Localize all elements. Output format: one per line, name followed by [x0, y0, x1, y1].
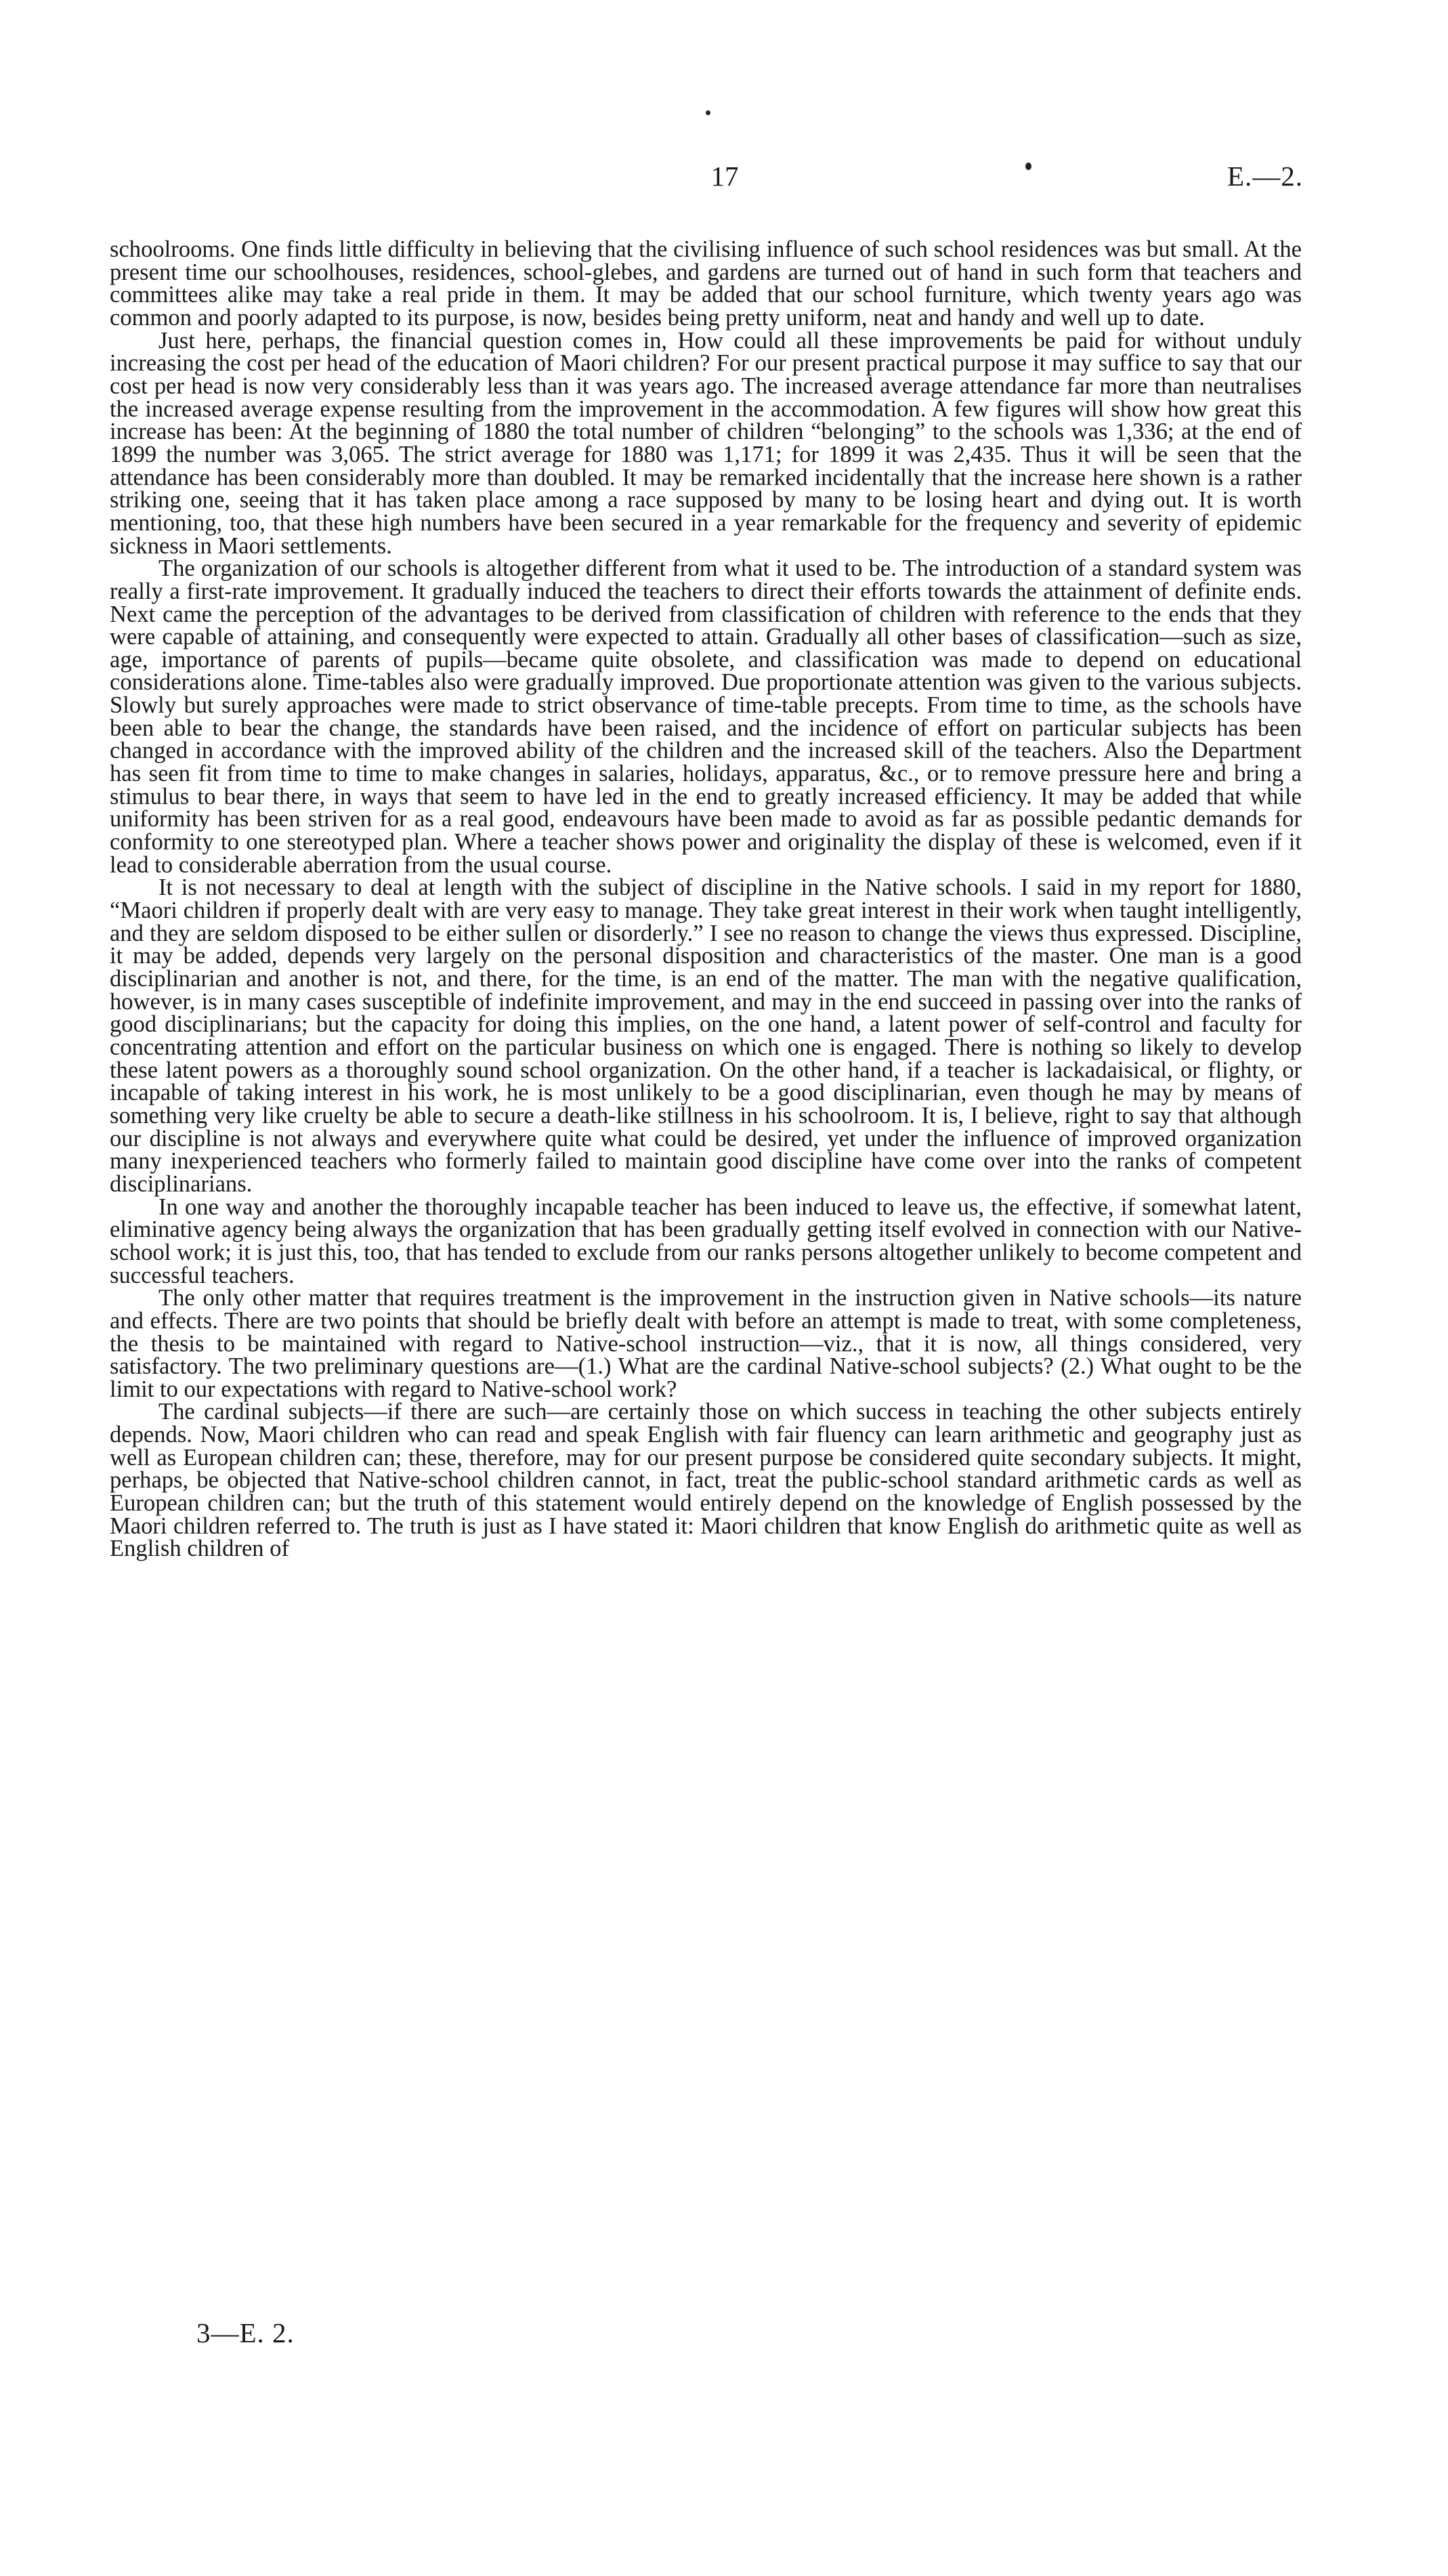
paragraph: It is not necessary to deal at length with the subject of discipline in the Native schools. I said in my report for 1880, “Maori children if properly dealt with are very easy to manage. They take great interest in their work when taught intelligently, and they are seldom disposed to be either sullen or disorderly.” I see no reason to change the views thus expressed. Discipline, it may be added, depends very largely on the personal disposition and characteristics of the master. One man is a good disciplinarian and another is not, and there, for the time, is an end of the matter. The man with the negative qualification, however, is in many cases susceptible of indefinite improvement, and may in the end succeed in passing over into the ranks of good disciplinarians; but the capacity for doing this implies, on the one hand, a latent power of self-control and faculty for concentrating attention and effort on the particular business on which one is engaged. There is nothing so likely to develop these latent powers as a thoroughly sound school organization. On the other hand, if a teacher is lackadaisical, or flighty, or incapable of taking interest in his work, he is most unlikely to be a good disciplinarian, even though he may by means of something very like cruelty be able to secure a death-like stillness in his schoolroom. It is, I believe, right to say that although our discipline is not always and everywhere quite what could be desired, yet under the influence of improved organization many inexperienced teachers who formerly failed to maintain good discipline have come over into the ranks of competent disciplinarians. [110, 874, 1302, 1197]
signature-mark: 3—E. 2. [196, 2317, 295, 2348]
paragraph: The only other matter that requires treatment is the improvement in the instruction given in Native schools—its nature and effects. There are two points that should be briefly dealt with before an attempt is made to treat, with some completeness, the thesis to be maintained with regard to Native-school instruction—viz., that it is now, all things considered, very satisfactory. The two preliminary questions are—(1.) What are the cardinal Native-school subjects? (2.) What ought to be the limit to our expectations with regard to Native-school work? [110, 1285, 1302, 1402]
paragraph: The cardinal subjects—if there are such—are certainly those on which success in teaching the other subjects entirely depends. Now, Maori children who can read and speak English with fair fluency can learn arithmetic and geography just as well as European children can; these, therefore, may for our present purpose be considered quite secondary subjects. It might, perhaps, be objected that Native-school children cannot, in fact, treat the public-school standard arithmetic cards as well as European children can; but the truth of this statement would entirely depend on the knowledge of English possessed by the Maori children referred to. The truth is just as I have stated it: Maori children that know English do arithmetic quite as well as English children of [110, 1399, 1302, 1562]
paragraph: schoolrooms. One finds little difficulty in believing that the civilising influence of such school residences was but small. At the present time our schoolhouses, residences, school-glebes, and gardens are turned out of hand in such form that teachers and committees alike may take a real pride in them. It may be added that our school furniture, which twenty years ago was common and poorly adapted to its purpose, is now, besides being pretty uniform, neat and handy and well up to date. [110, 236, 1302, 331]
paragraph: Just here, perhaps, the financial question comes in, How could all these improvements be paid for without unduly increasing the cost per head of the education of Maori children? For our present practical purpose it may suffice to say that our cost per head is now very considerably less than it was years ago. The increased average attendance far more than neutralises the increased average expense resulting from the improvement in the accommodation. A few figures will show how great this increase has been: At the beginning of 1880 the total number of children “belonging” to the schools was 1,336; at the end of 1899 the number was 3,065. The strict average for 1880 was 1,171; for 1899 it was 2,435. Thus it will be seen that the attendance has been considerably more than doubled. It may be remarked incidentally that the increase here shown is a rather striking one, seeing that it has taken place among a race supposed by many to be losing heart and dying out. It is worth mentioning, too, that these high numbers have been secured in a year remarkable for the frequency and severity of epidemic sickness in Maori settlements. [110, 327, 1302, 559]
page-header [110, 160, 1302, 200]
report-reference: E.—2. [1227, 161, 1303, 192]
paragraph: In one way and another the thoroughly incapable teacher has been induced to leave us, the effective, if somewhat latent, eliminative agency being always the organization that has been gradually getting itself evolved in connection with our Native-school work; it is just this, too, that has tended to exclude from our ranks persons altogether unlikely to become competent and successful teachers. [110, 1194, 1302, 1288]
paragraph: The organization of our schools is altogether different from what it used to be. The introduction of a standard system was really a first-rate improvement. It gradually induced the teachers to direct their efforts towards the attainment of definite ends. Next came the perception of the advantages to be derived from classification of children with reference to the ends that they were capable of attaining, and consequently were expected to attain. Gradually all other bases of classification—such as size, age, importance of parents of pupils—became quite obsolete, and classification was made to depend on educational considerations alone. Time-tables also were gradually improved. Due proportionate attention was given to the various subjects. Slowly but surely approaches were made to strict observance of time-table precepts. From time to time, as the schools have been able to bear the change, the standards have been raised, and the incidence of effort on particular subjects has been changed in accordance with the improved ability of the children and the increased skill of the teachers. Also the Department has seen fit from time to time to make changes in salaries, holidays, apparatus, &c., or to remove pressure here and bring a stimulus to bear there, in ways that seem to have led in the end to greatly increased efficiency. It may be added that while uniformity has been striven for as a real good, endeavours have been made to avoid as far as possible pedantic demands for conformity to one stereotyped plan. Where a teacher shows power and originality the display of these is welcomed, even if it lead to considerable aberration from the usual course. [110, 555, 1302, 878]
print-speck [706, 110, 710, 115]
page-number: 17 [710, 161, 739, 192]
body-text [110, 238, 1302, 1561]
